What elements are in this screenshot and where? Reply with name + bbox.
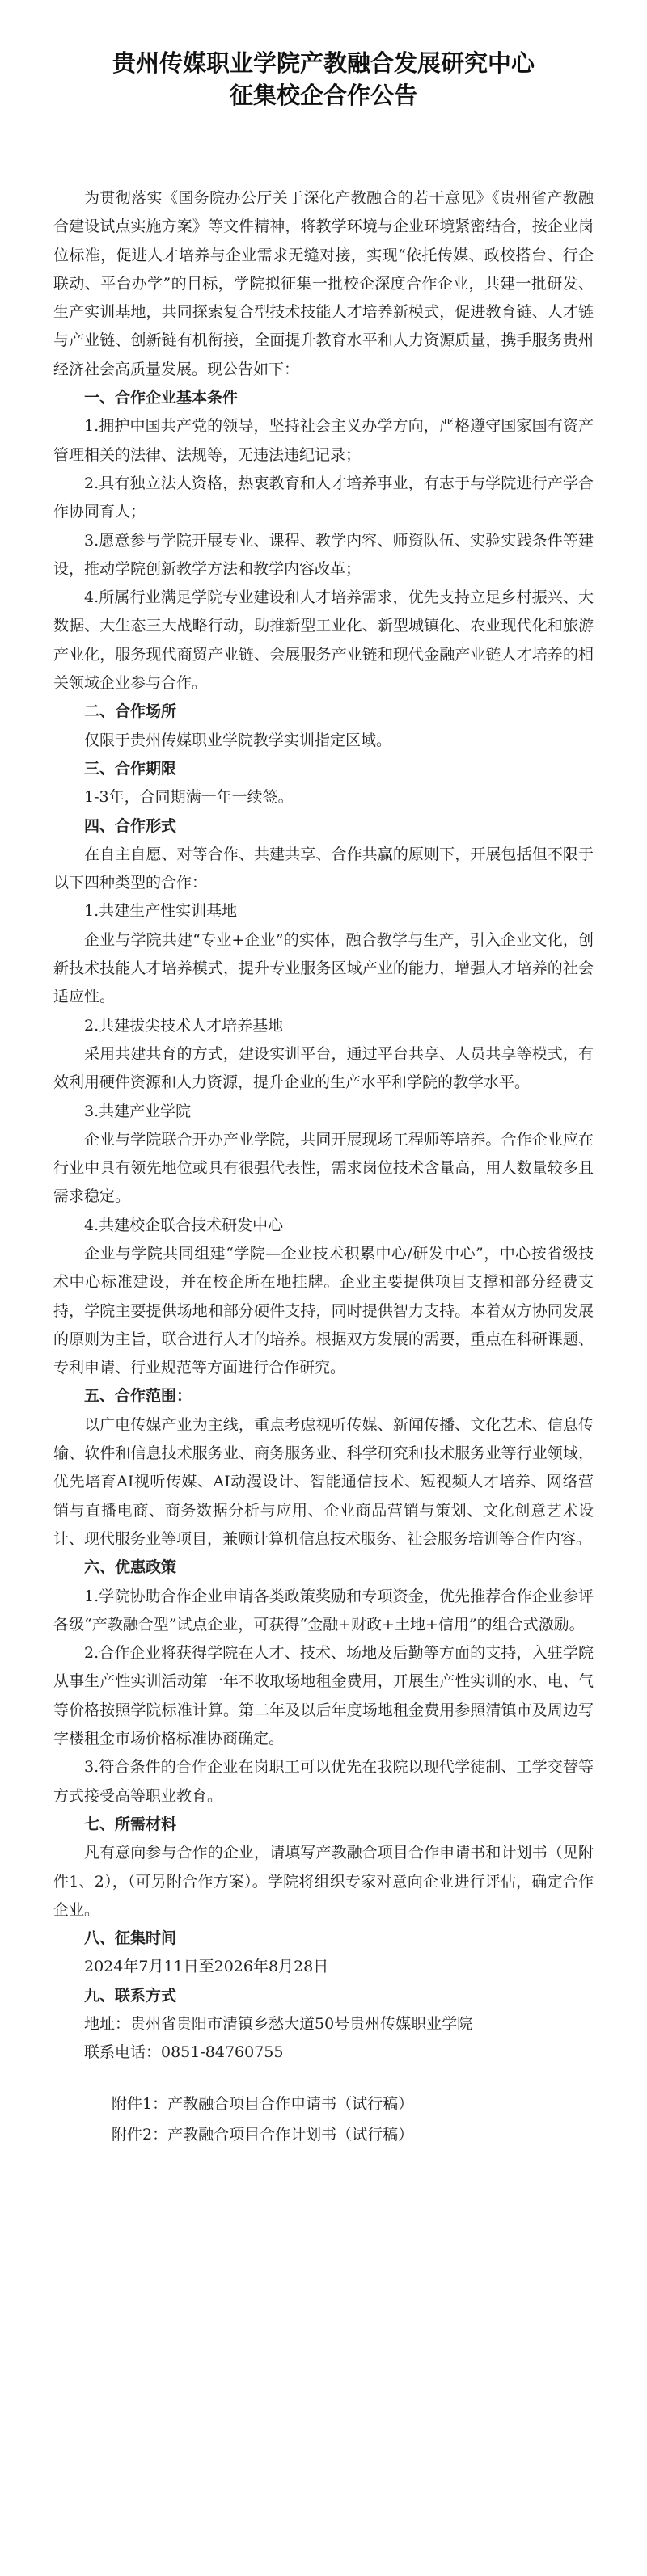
section-text: 采用共建共育的方式，建设实训平台，通过平台共享、人员共享等模式，有效利用硬件资源和人力资源，提升企业的生产水平和学院的教学水平。 <box>53 1044 594 1092</box>
section-heading: 一、合作企业基本条件 <box>84 389 239 407</box>
contact-phone: 联系电话：0851-84760755 <box>84 2043 284 2062</box>
attachment-item: 附件2：产教融合项目合作计划书（试行稿） <box>112 2125 414 2144</box>
section-heading: 七、所需材料 <box>84 1815 177 1833</box>
section-heading: 四、合作形式 <box>84 816 177 835</box>
section-heading: 二、合作场所 <box>84 702 177 721</box>
section-heading: 六、优惠政策 <box>84 1558 177 1577</box>
section-heading: 八、征集时间 <box>84 1929 177 1948</box>
section-text: 以广电传媒产业为主线，重点考虑视听传媒、新闻传播、文化艺术、信息传输、软件和信息技术服务业、商务服务业、科学研究和技术服务业等行业领域，优先培育AI视听传媒、AI动漫设计、智能通信技术、短视频人才培养、网络营销与直播电商、商务数据分析与应用、企业商品营销与策划、文化创意艺术设计、现代服务业等项目，兼顾计算机信息技术服务、社会服务培训等合作内容。 <box>53 1415 594 1548</box>
subsection-title: 3.共建产业学院 <box>84 1102 192 1120</box>
intro-paragraph: 为贯彻落实《国务院办公厅关于深化产教融合的若干意见》《贵州省产教融合建设试点实施方案》等文件精神，将教学环境与企业环境紧密结合，按企业岗位标准，促进人才培养与企业需求无缝对接，实现“依托传媒、政校搭台、行企联动、平台办学”的目标，学院拟征集一批校企深度合作企业，共建一批研发、生产实训基地，共同探索复合型技术技能人才培养新模式，促进教育链、人才链与产业链、创新链有机衔接，全面提升教育水平和人力资源质量，携手服务贵州经济社会高质量发展。现公告如下： <box>53 189 594 378</box>
section-text: 在自主自愿、对等合作、共建共享、合作共赢的原则下，开展包括但不限于以下四种类型的合作： <box>53 845 594 892</box>
policy-item: 2.合作企业将获得学院在人才、技术、场地及后勤等方面的支持，入驻学院从事生产性实训活动第一年不收取场地租金费用，开展生产性实训的水、电、气等价格按照学院标准计算。第二年及以后年度场地租金费用参照清镇市及周边写字楼租金市场价格标准协商确定。 <box>53 1644 594 1748</box>
policy-item: 3.符合条件的合作企业在岗职工可以优先在我院以现代学徒制、工学交替等方式接受高等职业教育。 <box>53 1758 594 1805</box>
section-text: 1-3年，合同期满一年一续签。 <box>84 788 294 807</box>
section-heading: 三、合作期限 <box>84 759 177 778</box>
condition-item: 1.拥护中国共产党的领导，坚持社会主义办学方向，严格遵守国家国有资产管理相关的法律、法规等，无违法违纪记录； <box>53 417 594 464</box>
spacer <box>53 2068 594 2089</box>
contact-address: 地址：贵州省贵阳市清镇乡愁大道50号贵州传媒职业学院 <box>84 2015 473 2033</box>
section-text: 仅限于贵州传媒职业学院教学实训指定区域。 <box>84 731 392 749</box>
section-text: 企业与学院共同组建“学院—企业技术积累中心/研发中心”，中心按省级技术中心标准建设，并在校企所在地挂牌。企业主要提供项目支撑和部分经费支持，学院主要提供场地和部分硬件支持，同时提供智力支持。本着双方协同发展的原则为主旨，联合进行人才的培养。根据双方发展的需要，重点在科研课题、专利申请、行业规范等方面进行合作研究。 <box>53 1244 594 1377</box>
section-text: 企业与学院联合开办产业学院，共同开展现场工程师等培养。合作企业应在行业中具有领先地位或具有很强代表性，需求岗位技术含量高，用人数量较多且需求稳定。 <box>53 1130 594 1206</box>
condition-item: 3.愿意参与学院开展专业、课程、教学内容、师资队伍、实验实践条件等建设，推动学院创新教学方法和教学内容改革； <box>53 531 594 578</box>
section-text: 凡有意向参与合作的企业，请填写产教融合项目合作申请书和计划书（见附件1、2），（可另附合作方案）。学院将组织专家对意向企业进行评估，确定合作企业。 <box>53 1844 594 1919</box>
page-subtitle: 征集校企合作公告 <box>229 82 417 109</box>
collection-period: 2024年7月11日至2026年8月28日 <box>84 1958 329 1976</box>
page-title: 贵州传媒职业学院产教融合发展研究中心 <box>112 49 535 77</box>
subsection-title: 4.共建校企联合技术研发中心 <box>84 1216 284 1234</box>
condition-item: 2.具有独立法人资格，热衷教育和人才培养事业，有志于与学院进行产学合作协同育人； <box>53 474 594 521</box>
policy-item: 1.学院协助合作企业申请各类政策奖励和专项资金，优先推荐合作企业参评各级“产教融合型”试点企业，可获得“金融+财政+土地+信用”的组合式激励。 <box>53 1587 594 1634</box>
subsection-title: 2.共建拔尖技术人才培养基地 <box>84 1016 284 1035</box>
attachment-item: 附件1：产教融合项目合作申请书（试行稿） <box>112 2094 414 2113</box>
section-text: 企业与学院共建“专业+企业”的实体，融合教学与生产，引入企业文化，创新技术技能人才培养模式，提升专业服务区域产业的能力，增强人才培养的社会适应性。 <box>53 930 594 1006</box>
condition-item: 4.所属行业满足学院专业建设和人才培养需求，优先支持立足乡村振兴、大数据、大生态三大战略行动，助推新型工业化、新型城镇化、农业现代化和旅游产业化，服务现代商贸产业链、会展服务产业链和现代金融产业链人才培养的相关领域企业参与合作。 <box>53 588 594 693</box>
section-heading: 五、合作范围： <box>84 1387 192 1406</box>
subsection-title: 1.共建生产性实训基地 <box>84 902 238 921</box>
section-heading: 九、联系方式 <box>84 1986 177 2005</box>
